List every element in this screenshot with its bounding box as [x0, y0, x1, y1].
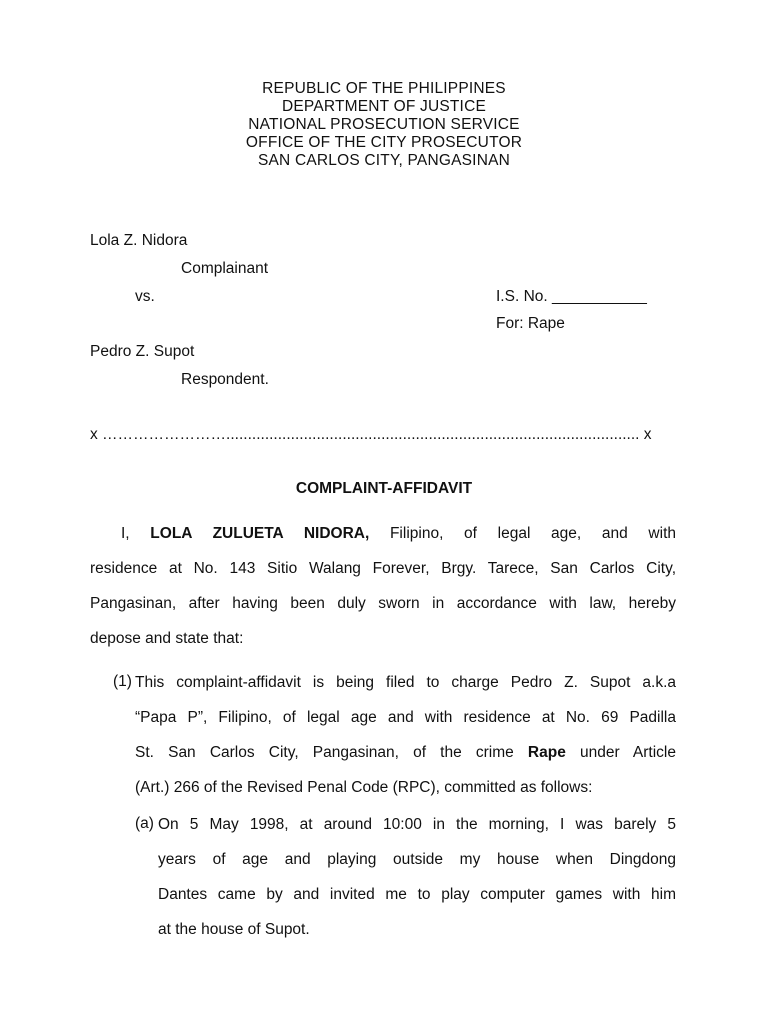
- intro-line-3: Pangasinan, after having been duly sworn in accordance with law, hereby: [90, 595, 676, 612]
- crime-name: Rape: [527, 744, 566, 761]
- caption-separator: x ……………………................................................................................................ x: [90, 426, 652, 443]
- item-1a-marker: (a): [135, 815, 154, 832]
- respondent-name: Pedro Z. Supot: [90, 343, 195, 360]
- item-1a-line-1: On 5 May 1998, at around 10:00 in the morning, I was barely 5: [158, 816, 676, 833]
- item-1-line-1: This complaint-affidavit is being filed to charge Pedro Z. Supot a.k.a: [135, 674, 676, 691]
- item-1-line-2: “Papa P”, Filipino, of legal age and with residence at No. 69 Padilla: [135, 709, 676, 726]
- letterhead-republic: REPUBLIC OF THE PHILIPPINES: [262, 80, 506, 97]
- intro-paragraph: [90, 516, 676, 656]
- item-1a-line-3: Dantes came by and invited me to play computer games with him: [158, 886, 676, 903]
- respondent-role: Respondent.: [181, 371, 269, 388]
- document-title: COMPLAINT-AFFIDAVIT: [295, 480, 473, 497]
- item-1-line-3: St. San Carlos City, Pangasinan, of the crime Rape under Article: [135, 744, 676, 761]
- letterhead-service: NATIONAL PROSECUTION SERVICE: [248, 116, 520, 133]
- letterhead-department: DEPARTMENT OF JUSTICE: [282, 98, 486, 115]
- letterhead-city: SAN CARLOS CITY, PANGASINAN: [257, 152, 511, 169]
- intro-line-4: depose and state that:: [90, 630, 244, 647]
- letterhead: [0, 80, 768, 170]
- letterhead-office: OFFICE OF THE CITY PROSECUTOR: [245, 134, 523, 151]
- complainant-role: Complainant: [181, 260, 269, 277]
- versus-label: vs.: [135, 288, 155, 305]
- item-1a-line-4: at the house of Supot.: [158, 921, 310, 938]
- complainant-name: Lola Z. Nidora: [90, 232, 188, 249]
- charge-label: For: Rape: [496, 315, 565, 332]
- item-1-paragraph: [135, 665, 676, 805]
- affiant-name: LOLA ZULUETA NIDORA,: [150, 525, 370, 542]
- item-1a-paragraph: [158, 807, 676, 947]
- intro-line-1: I, LOLA ZULUETA NIDORA, Filipino, of legal age, and with: [121, 525, 676, 542]
- item-1-marker: (1): [113, 673, 132, 690]
- item-1a-line-2: years of age and playing outside my house when Dingdong: [158, 851, 676, 868]
- item-1-line-4: (Art.) 266 of the Revised Penal Code (RPC), committed as follows:: [135, 779, 593, 796]
- intro-line-2: residence at No. 143 Sitio Walang Forever, Brgy. Tarece, San Carlos City,: [90, 560, 676, 577]
- is-number: I.S. No. ___________: [496, 288, 647, 305]
